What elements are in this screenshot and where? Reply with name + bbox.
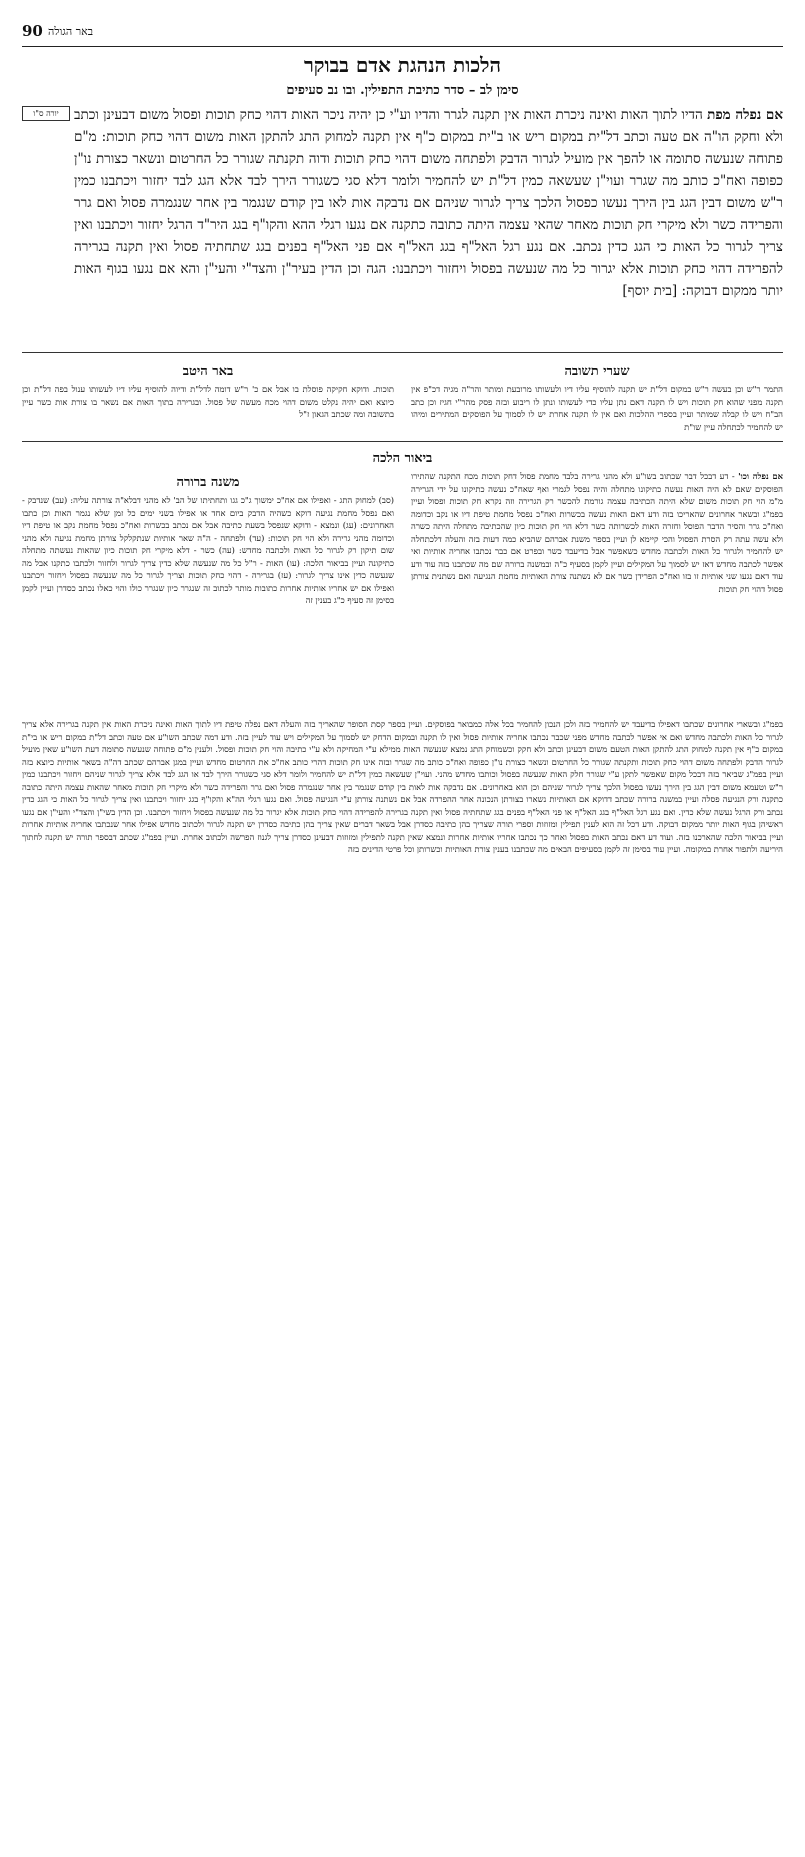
page-title: הלכות הנהגת אדם בבוקר: [303, 53, 501, 77]
divider: [22, 441, 783, 442]
main-text-lead: אם נפלה מפת: [707, 107, 783, 123]
biur-halacha-lead: אם נפלה וכו': [738, 471, 783, 481]
mishna-berura-text: (סב) למחוק התג - ואפילו אם אח"כ ימשוך ג"כ גגו ותחתיתו של הב' לא מהני דבלא"ה צורתה עליה: (עב) שנדבק - ואם נפסל מחמת נגיעה דוקא כשהיה הדבק ביום אחד או אפילו בשני ימים כל זמן שלא נגמר האות וכן כתבו האחרונים: (עג) ונמצא - ודוקא שנפסל בשעת כתיבה אבל אם נכתב בכשרות ואח"כ נפסל מחמת נקב או טיפת דיו וכדומה מהני גרירה ולא הוי חק תוכות: (עד) ולפתחה - ה"ה שאר אותיות שנתקלקל צורתן מחמת נגיעה ולא מהני שום תיקון רק לגרור כל האות ולכתבה מחדש: (עה) כשר - דלא מיקרי חק תוכות כיון שהאות נעשתה מתחלה כתיקונה ועיין בביאור הלכה: (עו) האות - ר"ל כל מה שנעשה שלא כדין צריך לגרור ולחזור ולכתבו כתקנו אבל מה שנעשה כדין אינו צריך לגרור: (עז) בגרירה - דהוי כחק תוכות וצריך לגרור כל מה שנעשה בפסול ויחזור ויכתבנו ואפילו אם יש אחריו אותיות אחרות כתובות מותר לכתוב זה שנגרר כיון שנגרר כולו והוי כאלו נכתב כסדרן ועיין לקמן בסימן זה סעיף כ"ג בענין זה: [22, 495, 394, 605]
biur-halacha-body: - דע דבכל דבר שכתוב בשו"ע ולא מהני גרירה בלבד מחמת פסול דחק תוכות מכח התקנה שהתירו הפוסקים שאם לא היה האות נעשה כתיקונו מתחלה והיה נפסל לגמרי ואף שאח"כ נעשה כתיקונו על ידי הגרירה מ"מ הוי חק תוכות משום שלא היתה הכתיבה עצמה גורמת להכשר רק הגרירה וזה נקרא חק תוכות ופסול ועיין בפמ"ג ובשאר אחרונים שהאריכו בזה ודע דאם האות נעשה בכשרות ואח"כ נפסל מחמת טיפת דיו או נקב וכדומה ואח"כ גרר והסיר הדבר הפוסל וחזרה האות לכשרותה כשר דלא הוי חק תוכות כיון שהכתיבה מתחלה היתה כשרה ולא עשה עתה רק הסרת הפסול והכי קיימא לן ועיין בספר משנת אברהם שהביא כמה דעות בזה והעלה דלכתחלה יש להחמיר ולגרור כל האות ולכתבה מחדש כשאפשר אבל בדיעבד כשר ובפרט אם כבר נכתבו אחריה אותיות ואי אפשר לכתבה מחדש דאז יש לסמוך על המקילים ועיין לקמן בסעיף כ"ה ובמשנה ברורה שם מה שכתבנו בזה עוד ודע עוד דאם נגעו שני אותיות זו בזו ואח"כ הפרידן כשר אם לא נשתנה צורת האותיות מחמת הנגיעה ואם נשתנית צורתן פסול דהוי חק תוכות: [411, 471, 783, 594]
page: [22, 20, 783, 1473]
shaarei-teshuva-heading: שערי תשובה: [564, 364, 630, 379]
mishna-berura-column: [22, 470, 394, 714]
running-head: [22, 20, 783, 47]
biur-halacha-heading: ביאור הלכה: [372, 451, 433, 466]
main-text: [22, 104, 783, 346]
shaarei-teshuva-column: [411, 359, 783, 435]
biur-halacha-columns: [22, 470, 783, 714]
biur-halacha-section: [22, 450, 783, 714]
running-head-section: באר הגולה: [48, 25, 94, 38]
mishna-berura-heading: משנה ברורה: [176, 475, 240, 490]
baer-heitev-heading: באר היטב: [182, 364, 234, 379]
top-commentaries: [22, 359, 783, 435]
biur-halacha-text: [411, 470, 783, 710]
divider: [22, 352, 783, 353]
commentary-continuation: בפמ"ג ובשארי אחרונים שכתבו דאפילו בדיעבד יש להחמיר בזה ולכן הנכון להחמיר בכל אלה כמבואר בפוסקים. ועיין בספר קסת הסופר שהאריך בזה והעלה דאם נפלה טיפת דיו לתוך האות ואינה ניכרת האות אין תקנה בגרירה אלא צריך לגרור כל האות ולכתבה מחדש ואם אי אפשר לכתבה מחדש מפני שכבר נכתבו אחריה אותיות פסול ואין לו תקנה ובמקום הדחק יש לסמוך על המקילים ויש עוד לעיין בזה. ודע דמה שכתב השו"ע אם טעה וכתב דל"ת במקום ריש או בי"ת במקום כ"ף אין תקנה למחוק התג להתקן האות הטעם משום דבעינן וכתב ולא חקק וכשמוחק התג נמצא שנעשה האות ממילא ע"י המחיקה ולא ע"י כתיבה והוי חק תוכות ופסול. ולענין מ"ם פתוחה שנעשה סתומה דעת השו"ע שאין מועיל לגרור הדבק ולפתחה משום דהוי כחק תוכות ותקנתה שגורר כל החרטום ונשאר כצורת נו"ן כפופה ואח"כ כותב מה שגרר ובזה אינו חק תוכות דהרי כותב אח"כ את החרטום מחדש ועיין במגן אברהם שכתב דה"ה בשאר אותיות כיוצא בזה ועיין בפמ"ג שביאר בזה דבכל מקום שאפשר לתקן ע"י שגורר חלק האות שנעשה בפסול וכותבו מחדש מהני. ועוי"ן שעשאה כמין דל"ת יש להחמיר ולומר דלא סגי כשגורר הירך לבד או הגג לבד אלא צריך לגרור שניהם ויחזור ויכתבנו כמין ר"ש וטעמא משום דבין הגג בין הירך נעשו בפסול הלכך צריך לגרור שניהם וכן הוא באחרונים. אם נדבקה אות לאות בין קודם שנגמר בין אחר שנגמרה פסול ואם גרר והפרידה כשר ולא מיקרי חק תוכות מאחר שהאות עצמה היתה כתובה כתקנה ורק הנגיעה פסלה ועיין במשנה ברורה שכתב דדוקא אם האותיות נשארו בצורתן הנכונה אחר ההפרדה אבל אם נשתנה צורתן ע"י הנגיעה פסול. ואם נגעו רגלי הה"א והקו"ף בגג יחזור ויכתבנו ואין צריך לגרור כל האות כי הגג כדין נכתב ורק הרגל נעשה שלא כדין. ואם נגע רגל האל"ף בגג האל"ף או פני האל"ף בפנים בגג שתחתיה פסול ואין תקנה בגרירה להפרידה דהוי כחק תוכות אלא יגרור כל מה שנעשה בפסול ויחזור ויכתבנו. וכן הדין בשי"ן והצד"י והעי"ן אם נגעו ראשיהן בגוף האות יותר ממקום דבוקה. ודע דכל זה הוא לענין תפילין ומזוזות וספרי תורה שצריך בהן כתיבה כסדרן אבל בשאר דברים שאין צריך בהן כתיבה כסדרן יש תקנה לגרור ולכתוב מחדש אפילו אחר שנכתבו אחריה אותיות אחרות ועיין בביאור הלכה שהארכנו בזה. ועוד דע דאם נכתב האות בפסול ואחר כך נכתבו אחריו אותיות אחרות ונמצא שאין תקנה לתפילין ומזוזות דבעינן כסדרן צריך לגנוז הפרשה ולכתוב אחרת. ועיין בפמ"ג שכתב דבספר תורה יש תקנה לחתוך היריעה ולתפור אחרת במקומה. ועיין עוד בסימן זה לקמן בסעיפים הבאים מה שכתבנו בענין צורת האותיות וכשרותן וכל פרטי הדינים בזה: [22, 719, 783, 854]
margin-note-box: יורה ס"ו: [22, 106, 70, 121]
shaarei-teshuva-text: התמר ר"ש וכן בעשה ר"ש במקום דל"ת יש תקנה להוסיף עליו דיו ולעשותו מרובעת ומותר והר"ה מגיה דכ"פ אין תקנה מפני שהוא חק תוכות ויש לו תקנה דאם נתן עליו כדי לעשותו ונתן לו ריבוע ובזה פסק מהר"י חגיז וכן כתב הב"ח ויש לו קבלה שמותר ועיין בספרי ההלכות ואם אין לו תקנה אחרת יש לו לסמוך על הפוסקים המתירים ומיהו יש להחמיר לכתחלה עיין שו"ת: [411, 384, 783, 432]
main-text-body: הדיו לתוך האות ואינה ניכרת האות אין תקנה לגרר והדיו וע"י כן יהיה ניכר האות דהוי כחק תוכות ופסול משום דבעינן וכתב ולא וחקק הו"ה אם טעה וכתב דל"ית במקום ריש או ב"ית במקום כ"ף אין תקנה למחוק התג להתקן האות משום דהוי כחק תוכות: מ"ם פתוחה שנעשה סתומה או להפך אין מועיל לגרור הדבק ולפתחה משום דהוי כחק תוכות ודוה תקנתה שגורר כל החרטום ונשאר כצורת נו"ן כפופה ואח"כ כותב מה שגרר ועוי"ן שעשאה כמין דל"ת יש להחמיר ולומר דלא סגי כשגורר הירך לבד אלא הגג לבד יחזור ויכתבנו כמין ר"ש משום דבין הגג בין הירך נעשו כפסול הלכך צריך לגרור שניהם אם נדבקה אות לאו בין קודם שנגמר בין אחר שנגמרה פסול ואם גרר והפרידה כשר ולא מיקרי חק תוכות מאחר שהאי עצמה היתה כתובה כתקנה אם נגעו רגלי ההא והקו"ף בגג היר"ד הרגל יחזור ויכתבנו ואין צריך לגרור כל האות כי הגג כדין נכתב. אם נגע רגל האל"ף בגג האל"ף אם פני האל"ף בפנים בגג שתחתיה פסול ואין תקנה בגרירה להפרידה דהוי כחק תוכות אלא יגרור כל מה שנעשה בפסול ויחזור ויכתבנו: הגה וכן הדין בעיר"ן והצד"י והעי"ן והא אם נגעו בגוף האות יותר ממקום דבוקה: [בית יוסף]: [74, 107, 783, 299]
baer-heitev-text: תוכות. ודוקא חקיקה פוסלת בו אבל אם כ' ר"ש דומה לדל"ת ודיוה להוסיף עליו דיו לעשותו ענול בפה דל"ת וכן כיוצא ואם יהיה נקלט משום דהוי מכח מעשה של פסול. ובגרירה בתוך האות אם נשאר בו צורת אות כשר עיין בתשובה ומה שכתב הגאון ז"ל: [22, 384, 394, 419]
baer-heitev-column: [22, 359, 394, 435]
page-number: 90: [22, 22, 43, 40]
siman-heading: סימן לב – סדר כתיבת התפילין. ובו נב סעיפים: [286, 83, 519, 98]
